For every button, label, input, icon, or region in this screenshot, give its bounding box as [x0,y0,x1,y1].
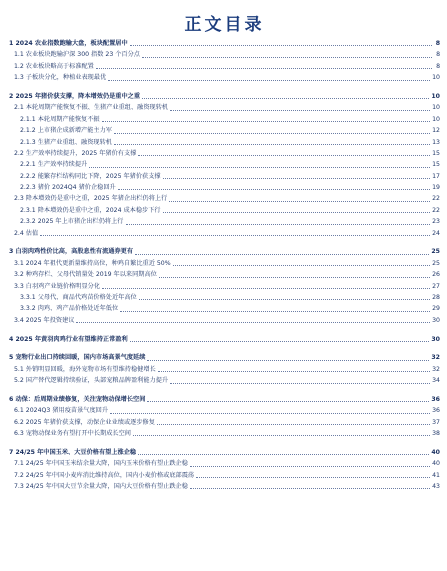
dot-leader [89,167,430,168]
toc-entry-level-2[interactable] [9,405,440,416]
toc-entry-level-2[interactable] [9,61,440,72]
toc-entry-title: 3.3.1 父母代、商品代鸡苗价格处近年高位 [20,293,137,301]
toc-entry-level-2[interactable] [9,258,440,269]
dot-leader [96,68,432,69]
toc-entry-page-number: 27 [432,282,440,290]
toc-entry-page-number: 30 [431,335,440,343]
toc-entry-page-number: 19 [432,184,440,192]
toc-entry-level-1[interactable] [9,246,440,257]
dot-leader [157,424,430,425]
toc-entry-title: 2.2.3 猪价 2024Q4 猪价企稳回升 [20,184,116,192]
toc-entry-page-number: 10 [432,115,440,123]
dot-leader [190,488,430,489]
toc-entry-level-3[interactable] [9,137,440,148]
toc-entry-page-number: 13 [432,138,440,146]
toc-entry-level-1[interactable] [9,447,440,458]
toc-entry-title: 6.3 宠物动保业务有望打开中长期成长空间 [14,430,131,438]
toc-entry-page-number: 40 [432,460,440,468]
toc-entry-level-3[interactable] [9,171,440,182]
toc-entry-title: 7 24/25 年中国玉米、大豆价格有望上涨企稳 [9,448,137,456]
toc-entry-page-number: 22 [432,206,440,214]
dot-leader [133,435,430,436]
toc-entry-level-3[interactable] [9,114,440,125]
dot-leader [163,212,431,213]
toc-entry-title: 3.4 2025 年投资建议 [14,316,75,324]
toc-entry-page-number: 17 [432,172,440,180]
toc-entry-page-number: 10 [431,92,440,100]
toc-entry-level-1[interactable] [9,352,440,363]
toc-entry-page-number: 10 [432,104,440,112]
toc-entry-page-number: 12 [432,127,440,135]
dot-leader [108,80,430,81]
toc-entry-level-2[interactable] [9,72,440,83]
toc-entry-page-number: 22 [432,195,440,203]
toc-entry-title: 2 2025 年猪价获支撑，降本增效仍是重中之重 [9,92,141,100]
dot-leader [114,144,430,145]
dot-leader [173,265,431,266]
toc-entry-level-2[interactable] [9,148,440,159]
toc-entry-title: 2.3.1 降本增效仍是重中之重，2024 成本稳步下行 [20,206,161,214]
dot-leader [142,98,429,99]
toc-entry-title: 7.2 24/25 年中国小麦库消比维持高位，国内小麦价格或底部震荡 [14,471,195,479]
toc-entry-page-number: 25 [432,259,440,267]
dot-leader [147,401,429,402]
dot-leader [147,360,429,361]
dot-leader [196,477,430,478]
toc-entry-level-2[interactable] [9,428,440,439]
toc-entry-title: 1.1 农业板块跑输沪深 300 指数 23 个百分点 [14,51,140,59]
toc-entry-title: 3.2 种鸡存栏、父母代销量处 2019 年以来同期高位 [14,271,157,279]
toc-entry-level-1[interactable] [9,38,440,49]
toc-entry-page-number: 23 [432,218,440,226]
toc-entry-title: 5 宠物行业出口持续回暖，国内市场高景气度延续 [9,354,146,362]
toc-entry-title: 6.1 2024Q3 猪用疫苗景气度回升 [14,407,109,415]
dot-leader [76,322,430,323]
toc-entry-page-number: 30 [432,316,440,324]
toc-entry-level-3[interactable] [9,182,440,193]
toc-entry-title: 2.2.2 能繁存栏结构同比下降，2025 年猪价获支撑 [20,172,161,180]
dot-leader [170,110,430,111]
toc-entry-level-3[interactable] [9,303,440,314]
toc-entry-title: 2.3 降本增效仍是重中之重，2025 年猪企出栏仍将上行 [14,195,168,203]
dot-leader [130,45,432,46]
toc-entry-title: 1.2 农业板块略高于标准配置 [14,62,94,70]
dot-leader [190,466,430,467]
dot-leader [110,413,430,414]
toc-entry-level-1[interactable] [9,91,440,102]
toc-entry-level-2[interactable] [9,281,440,292]
toc-entry-level-1[interactable] [9,394,440,405]
toc-entry-page-number: 36 [431,395,440,403]
dot-leader [40,235,430,236]
toc-entry-level-2[interactable] [9,364,440,375]
toc-entry-level-2[interactable] [9,470,440,481]
toc-entry-page-number: 8 [435,39,440,47]
dot-leader [142,57,432,58]
toc-entry-title: 5.2 国产替代逻辑持续验证，头部宠粮品牌盈利能力提升 [14,377,169,385]
toc-entry-title: 3.3.2 肉鸡、鸡产品价格处近年低位 [20,305,119,313]
dot-leader [163,178,431,179]
toc-entry-page-number: 29 [432,305,440,313]
toc-entry-page-number: 24 [432,229,440,237]
toc-entry-level-1[interactable] [9,334,440,345]
dot-leader [126,224,431,225]
toc-entry-level-2[interactable] [9,315,440,326]
toc-entry-page-number: 38 [432,430,440,438]
toc-entry-page-number: 26 [432,271,440,279]
dot-leader [170,383,430,384]
toc-entry-page-number: 10 [432,74,440,82]
toc-entry-page-number: 34 [432,377,440,385]
toc-entry-title: 6.2 2025 年猪价获支撑，动保企业业绩或逐步修复 [14,418,155,426]
toc-entry-page-number: 8 [436,62,440,70]
toc-entry-title: 2.3.2 2025 年上市猪企出栏仍将上行 [20,218,124,226]
toc-entry-title: 5.1 外销明显回暖，海外宠物市场有望维持稳健增长 [14,365,156,373]
toc-entry-title: 3.1 2024 年祖代更新量维持高位，种鸡自繁比重近 50% [14,259,171,267]
dot-leader [169,201,430,202]
dot-leader [135,254,429,255]
toc-entry-level-2[interactable] [9,269,440,280]
dot-leader [130,341,430,342]
toc-entry-title: 7.1 24/25 年中国玉米结余量大降，国内玉米价格有望止跌企稳 [14,460,188,468]
toc-entry-page-number: 32 [432,365,440,373]
toc-entry-level-3[interactable] [9,216,440,227]
toc-entry-level-3[interactable] [9,125,440,136]
toc-entry-title: 2.1 本轮周期产能恢复不振、生猪产业重组、融资现转机 [14,104,169,112]
toc-entry-title: 2.1.1 本轮周期产能恢复不振 [20,115,100,123]
toc-entry-title: 7.3 24/25 年中国大豆节余量大降，国内大豆价格有望止跌企稳 [14,483,188,490]
toc-entry-level-2[interactable] [9,458,440,469]
toc-entry-title: 4 2025 年黄羽肉鸡行业有望维持正常盈利 [9,335,128,343]
toc-entry-title: 2.4 估值 [14,229,39,237]
toc-entry-level-2[interactable] [9,375,440,386]
toc-entry-level-2[interactable] [9,228,440,239]
toc-entry-page-number: 32 [431,354,440,362]
toc-entry-level-3[interactable] [9,159,440,170]
toc-entry-title: 1 2024 农业指数跑输大盘，板块配置居中 [9,39,128,47]
toc-entry-title: 6 动保：后周期业绩修复，关注宠物动保增长空间 [9,395,146,403]
dot-leader [159,277,430,278]
dot-leader [102,121,431,122]
toc-entry-page-number: 8 [436,51,440,59]
toc-entry-title: 3.3 白羽鸡产业链价格明显分化 [14,282,101,290]
dot-leader [139,299,430,300]
toc-entry-title: 3 白羽肉鸡性价比高，高股息性有流通券更有 [9,248,134,256]
toc-entry-page-number: 40 [431,448,440,456]
toc-entry-page-number: 36 [432,407,440,415]
toc-entry-title: 1.3 子板块分化，种植业表现最优 [14,74,107,82]
page-title: 正文目录 [184,15,265,35]
toc-entry-title: 2.1.3 生猪产业重组、融资现转机 [20,138,112,146]
toc-entry-title: 2.1.2 上市猪企成新增产能主力军 [20,127,112,135]
toc-entry-level-2[interactable] [9,417,440,428]
dot-leader [158,371,430,372]
toc-entry-page-number: 15 [432,161,440,169]
toc-entry-level-3[interactable] [9,205,440,216]
dot-leader [114,133,430,134]
toc-entry-page-number: 37 [432,418,440,426]
dot-leader [102,288,430,289]
toc-entry-level-2[interactable] [9,193,440,204]
toc-entry-page-number: 43 [432,483,440,490]
toc-entry-level-2[interactable] [9,102,440,113]
toc-entry-page-number: 25 [431,248,440,256]
toc-entry-page-number: 28 [432,293,440,301]
toc-entry-page-number: 15 [432,149,440,157]
toc-entry-title: 2.2 生产效率持续提升，2025 年猪价有支撑 [14,149,137,157]
dot-leader [118,189,430,190]
dot-leader [120,311,430,312]
toc-entry-level-2[interactable] [9,481,440,492]
table-of-contents [9,38,440,492]
toc-entry-level-2[interactable] [9,49,440,60]
dot-leader [138,155,430,156]
toc-entry-page-number: 41 [432,471,440,479]
dot-leader [138,454,429,455]
toc-entry-title: 2.2.1 生产效率持续提升 [20,161,88,169]
toc-entry-level-3[interactable] [9,292,440,303]
